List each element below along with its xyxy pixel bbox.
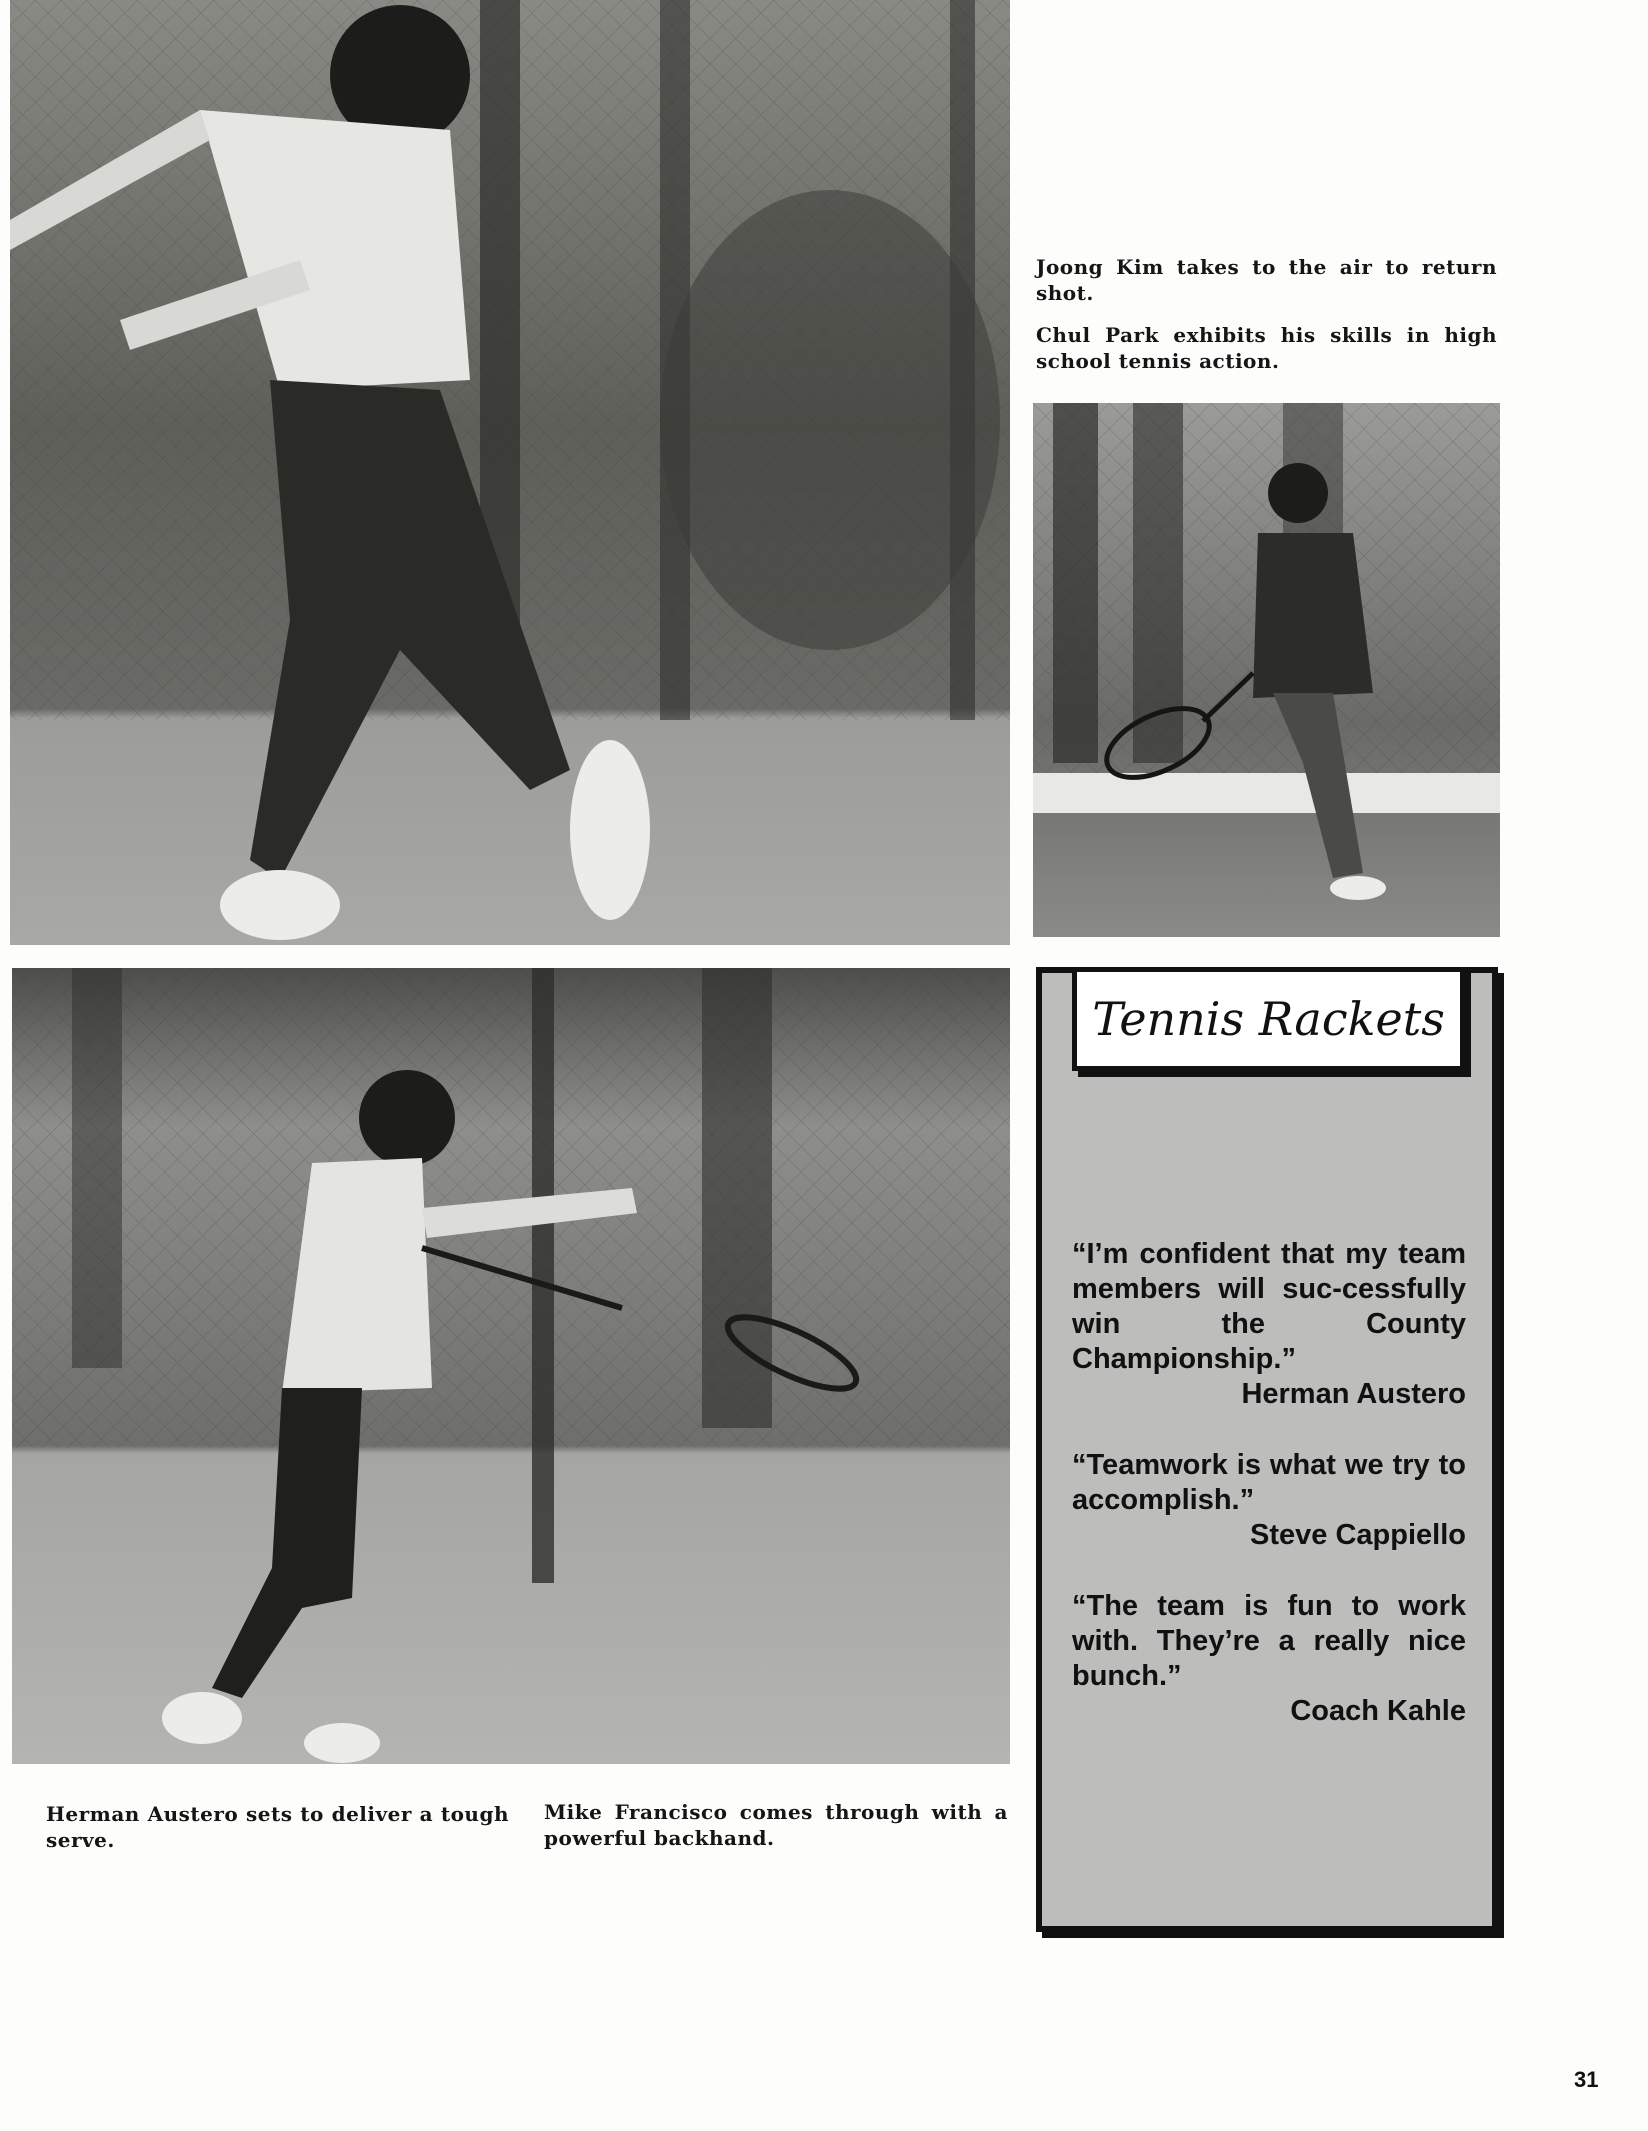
caption-bottom-middle [544, 1799, 1008, 1867]
quote-text: “The team is fun to work with. They’re a really nice bunch.” [1072, 1590, 1466, 1692]
quote-text: “Teamwork is what we try to accomplish.” [1072, 1449, 1466, 1516]
caption-chul-park: Chul Park exhibits his skills in high school tennis action. [1036, 323, 1497, 373]
caption-joong-kim: Joong Kim takes to the air to return shot. [1036, 255, 1497, 305]
caption-top-right [1036, 254, 1497, 390]
photo-forehand-player [1033, 403, 1500, 937]
quote-text: “I’m confident that my team members will suc-cessfully win the County Championship.” [1072, 1238, 1466, 1375]
photo-backhand-player [12, 968, 1010, 1764]
photo-serving-player [10, 0, 1010, 945]
quote-author: Herman Austero [1241, 1378, 1466, 1410]
page-number: 31 [1574, 2067, 1599, 2092]
quote-author: Steve Cappiello [1250, 1519, 1466, 1551]
caption-herman-austero: Herman Austero sets to deliver a tough serve. [46, 1802, 509, 1852]
quote-author: Coach Kahle [1290, 1695, 1466, 1727]
quote-block [1072, 1237, 1466, 1412]
sidebar-title: Tennis Rackets [1092, 992, 1445, 1046]
quote-list [1072, 1237, 1466, 1765]
sidebar-title-box [1072, 967, 1465, 1071]
caption-mike-francisco: Mike Francisco comes through with a powerful backhand. [544, 1800, 1008, 1850]
caption-bottom-left [46, 1801, 509, 1869]
quote-block [1072, 1448, 1466, 1553]
quote-block [1072, 1589, 1466, 1729]
